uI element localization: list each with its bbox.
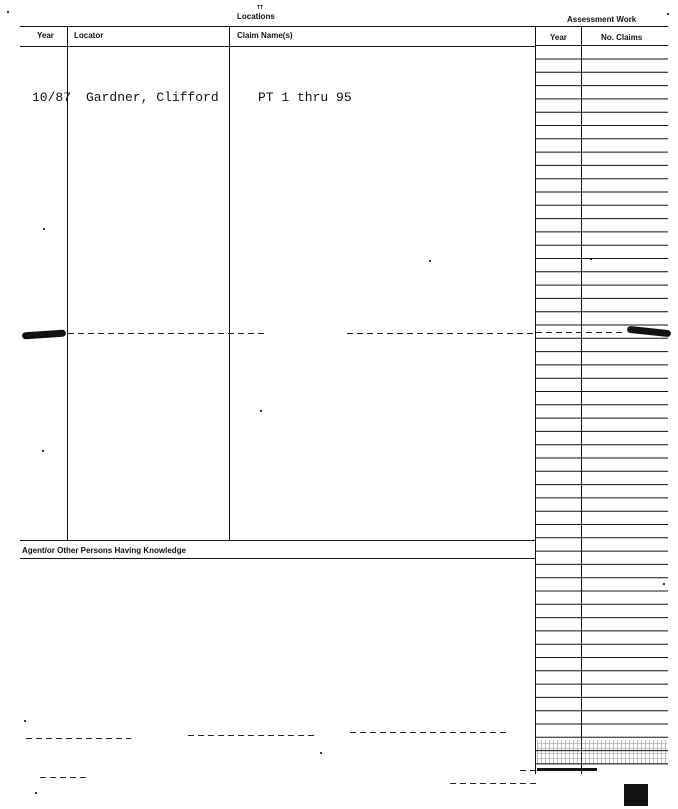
column-header-year: Year xyxy=(37,31,54,40)
header-rule-left xyxy=(20,46,535,47)
scan-speck xyxy=(7,11,9,13)
scan-speck xyxy=(320,752,322,754)
column-header-no-claims: No. Claims xyxy=(601,33,643,42)
entry-claims: PT 1 thru 95 xyxy=(258,90,352,105)
divider-locator-claims xyxy=(229,26,230,540)
column-header-locator: Locator xyxy=(74,31,104,40)
assessment-work-title: Assessment Work xyxy=(567,15,637,24)
agent-header-rule xyxy=(20,558,535,559)
column-header-claim-names: Claim Name(s) xyxy=(237,31,293,40)
header-rule-right xyxy=(535,45,668,46)
locations-title: Locations xyxy=(237,12,275,21)
scan-line xyxy=(450,783,540,784)
scan-speck xyxy=(590,258,592,260)
top-rule xyxy=(20,26,668,27)
fold-line xyxy=(347,333,535,334)
agent-section-label: Agent/or Other Persons Having Knowledge xyxy=(22,546,187,555)
locations-mark: TT xyxy=(257,5,264,11)
fold-mark-left xyxy=(22,329,66,339)
scan-line xyxy=(40,777,90,778)
column-header-aw-year: Year xyxy=(550,33,567,42)
scan-line xyxy=(350,732,510,733)
fold-line xyxy=(536,332,626,333)
fold-line xyxy=(68,333,268,334)
scan-line xyxy=(188,735,318,736)
scan-speck xyxy=(43,228,45,230)
locations-bottom-rule xyxy=(20,540,535,541)
scan-speck xyxy=(35,792,37,794)
fold-mark-right xyxy=(627,326,671,338)
scan-speck xyxy=(667,13,669,15)
scan-speck xyxy=(663,583,665,585)
scan-speck xyxy=(42,450,44,452)
divider-claims-aw xyxy=(535,26,536,774)
entry-year: 10/87 xyxy=(32,90,72,105)
entry-locator: Gardner, Clifford xyxy=(86,90,219,105)
redaction-block xyxy=(624,784,648,806)
scan-line xyxy=(26,738,131,739)
scan-noise xyxy=(537,740,667,764)
scan-heavy-rule xyxy=(537,768,597,771)
scan-speck xyxy=(260,410,262,412)
scan-speck xyxy=(24,720,26,722)
scan-speck xyxy=(429,260,431,262)
divider-aw-year-claims xyxy=(581,26,582,774)
